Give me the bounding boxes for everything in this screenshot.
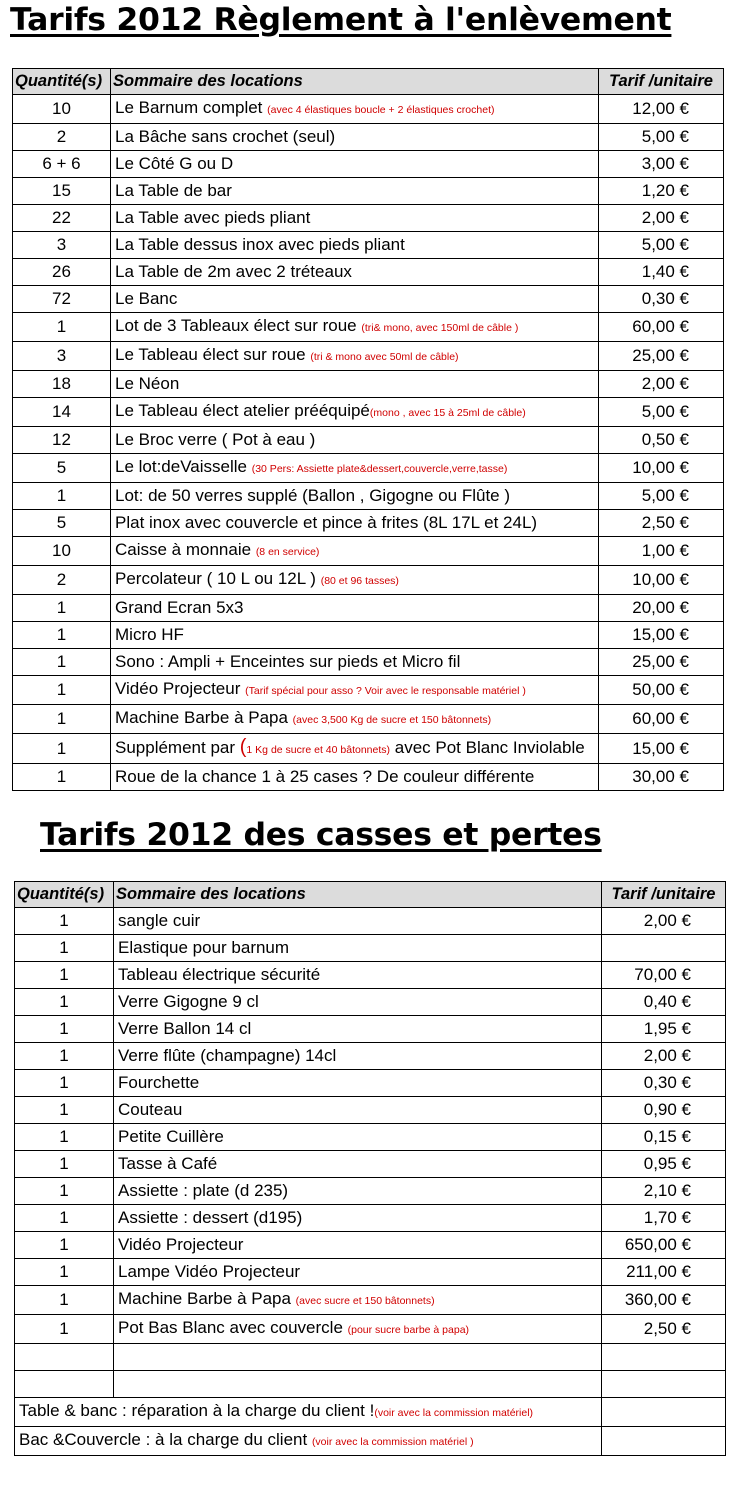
description-cell (114, 1097, 602, 1124)
description-text: La Bâche sans crochet (seul) (115, 127, 336, 146)
description-text: Le Banc (115, 289, 178, 308)
unit-price-cell: 2,00 € (602, 1043, 726, 1070)
rental-price-table (12, 68, 724, 791)
description-cell (114, 1016, 602, 1043)
description-text: Le Tableau élect sur roue (115, 345, 311, 364)
table-header-row (15, 882, 726, 908)
description-cell (111, 124, 599, 151)
description-text: Le Broc verre ( Pot à eau ) (115, 430, 316, 449)
quantity-cell: 3 (13, 342, 111, 371)
breakage-loss-table (14, 881, 726, 1456)
description-text: Percolateur ( 10 L ou 12L ) (115, 569, 321, 588)
description-text: Le Côté G ou D (115, 154, 234, 173)
quantity-cell: 1 (15, 1070, 114, 1097)
table-row (15, 962, 726, 989)
table-row (15, 1016, 726, 1043)
description-text: Le Néon (115, 374, 180, 393)
table-row (13, 286, 724, 313)
unit-price-cell: 2,00 € (602, 908, 726, 935)
table-row (15, 1043, 726, 1070)
description-text: sangle cuir (118, 911, 201, 930)
description-cell (114, 1151, 602, 1178)
description-text: Vidéo Projecteur (118, 1235, 244, 1254)
footer-note-remark: (voir avec la commission matériel ) (311, 1436, 474, 1448)
table-row (13, 566, 724, 595)
description-text: Tableau électrique sécurité (118, 965, 321, 984)
description-cell (114, 1232, 602, 1259)
note-paren: ( (239, 736, 247, 758)
table-row (13, 124, 724, 151)
header-description: Sommaire des locations (111, 69, 599, 95)
description-text: Elastique pour barnum (118, 938, 290, 957)
unit-price-cell: 0,40 € (602, 989, 726, 1016)
description-text: Tasse à Café (118, 1154, 218, 1173)
table-row (15, 1178, 726, 1205)
description-cell (111, 734, 599, 764)
description-cell (114, 962, 602, 989)
table-row (13, 398, 724, 427)
description-text: Supplément par (115, 738, 240, 757)
table-row (15, 1259, 726, 1286)
description-text: Caisse à monnaie (115, 540, 256, 559)
unit-price-cell: 3,00 € (599, 151, 724, 178)
footer-note-text: Table & banc : réparation à la charge du client ! (19, 1401, 375, 1420)
unit-price-cell: 10,00 € (599, 454, 724, 483)
unit-price-cell: 15,00 € (599, 622, 724, 649)
description-cell (111, 151, 599, 178)
unit-price-cell: 650,00 € (602, 1232, 726, 1259)
quantity-cell: 2 (13, 124, 111, 151)
quantity-cell: 1 (15, 989, 114, 1016)
table-row (15, 1151, 726, 1178)
description-cell (111, 371, 599, 398)
description-note: (Tarif spécial pour asso ? Voir avec le responsable matériel ) (245, 685, 526, 697)
unit-price-cell: 70,00 € (602, 962, 726, 989)
description-text: Verre Ballon 14 cl (118, 1019, 252, 1038)
quantity-cell: 12 (13, 427, 111, 454)
description-note: (avec 4 élastiques boucle + 2 élastiques crochet) (267, 104, 495, 116)
description-text: Vidéo Projecteur (115, 679, 246, 698)
empty-cell (15, 1344, 114, 1371)
table-row (15, 935, 726, 962)
description-note: (tri& mono, avec 150ml de câble ) (361, 322, 519, 334)
quantity-cell: 1 (15, 1178, 114, 1205)
table-row (13, 313, 724, 342)
quantity-cell: 1 (15, 908, 114, 935)
unit-price-cell: 5,00 € (599, 398, 724, 427)
empty-cell (602, 1371, 726, 1398)
empty-cell (114, 1371, 602, 1398)
unit-price-cell: 2,00 € (599, 371, 724, 398)
description-text: La Table dessus inox avec pieds pliant (115, 235, 405, 254)
table-row (13, 622, 724, 649)
description-cell (111, 649, 599, 676)
table-row (13, 232, 724, 259)
quantity-cell: 10 (13, 537, 111, 566)
footer-note-row (15, 1398, 726, 1427)
unit-price-cell: 60,00 € (599, 705, 724, 734)
description-cell (111, 483, 599, 510)
table-row (13, 371, 724, 398)
footer-note-cell (15, 1427, 602, 1456)
description-cell (114, 1043, 602, 1070)
unit-price-cell: 15,00 € (599, 734, 724, 764)
unit-price-cell: 1,70 € (602, 1205, 726, 1232)
unit-price-cell: 1,20 € (599, 178, 724, 205)
description-cell (114, 908, 602, 935)
quantity-cell: 2 (13, 566, 111, 595)
description-cell (111, 510, 599, 537)
footer-note-remark: (voir avec la commission matériel) (374, 1407, 534, 1419)
description-text: La Table de bar (115, 181, 232, 200)
table-row (13, 259, 724, 286)
unit-price-cell: 0,30 € (602, 1070, 726, 1097)
description-text: Machine Barbe à Papa (115, 708, 293, 727)
description-cell (114, 1259, 602, 1286)
quantity-cell: 1 (13, 734, 111, 764)
unit-price-cell: 12,00 € (599, 95, 724, 124)
description-text: Assiette : plate (d 235) (118, 1181, 289, 1200)
unit-price-cell: 60,00 € (599, 313, 724, 342)
table-row (13, 454, 724, 483)
description-text: Grand Ecran 5x3 (115, 598, 244, 617)
quantity-cell: 22 (13, 205, 111, 232)
quantity-cell: 1 (13, 483, 111, 510)
description-note: (tri & mono avec 50ml de câble) (310, 351, 459, 363)
description-note: (30 Pers: Assiette plate&dessert,couvercle,verre,tasse) (251, 463, 508, 475)
description-cell (114, 1070, 602, 1097)
quantity-cell: 72 (13, 286, 111, 313)
footer-note-row (15, 1427, 726, 1456)
quantity-cell: 1 (15, 1016, 114, 1043)
quantity-cell: 1 (15, 1151, 114, 1178)
empty-row (15, 1371, 726, 1398)
empty-cell (602, 1427, 726, 1456)
description-cell (111, 205, 599, 232)
table-row (15, 1205, 726, 1232)
table-row (15, 1315, 726, 1344)
quantity-cell: 14 (13, 398, 111, 427)
quantity-cell: 1 (13, 705, 111, 734)
quantity-cell: 1 (15, 935, 114, 962)
unit-price-cell: 1,00 € (599, 537, 724, 566)
description-cell (114, 989, 602, 1016)
unit-price-cell: 2,10 € (602, 1178, 726, 1205)
table-row (15, 1097, 726, 1124)
quantity-cell: 1 (15, 1124, 114, 1151)
description-note: 1 Kg de sucre et 40 bâtonnets (246, 744, 387, 756)
description-text: Pot Bas Blanc avec couvercle (118, 1318, 348, 1337)
unit-price-cell: 2,50 € (602, 1315, 726, 1344)
description-text: Le lot:deVaisselle (115, 457, 252, 476)
description-note: (pour sucre barbe à papa) (347, 1324, 470, 1336)
header-description: Sommaire des locations (114, 882, 602, 908)
unit-price-cell: 5,00 € (599, 483, 724, 510)
unit-price-cell (602, 935, 726, 962)
description-note: (80 et 96 tasses) (320, 575, 399, 587)
description-cell (111, 537, 599, 566)
table-row (15, 908, 726, 935)
quantity-cell: 1 (13, 595, 111, 622)
description-cell (111, 398, 599, 427)
footer-note-text: Bac &Couvercle : à la charge du client (19, 1430, 312, 1449)
header-unit-price: Tarif /unitaire (602, 882, 726, 908)
quantity-cell: 1 (15, 1259, 114, 1286)
description-cell (111, 676, 599, 705)
description-cell (111, 595, 599, 622)
section2-title: Tarifs 2012 des casses et pertes (40, 817, 602, 853)
quantity-cell: 1 (13, 313, 111, 342)
description-text: Verre flûte (champagne) 14cl (118, 1046, 337, 1065)
description-text: Verre Gigogne 9 cl (118, 992, 259, 1011)
table-row (13, 342, 724, 371)
unit-price-cell: 0,95 € (602, 1151, 726, 1178)
empty-cell (15, 1371, 114, 1398)
header-unit-price: Tarif /unitaire (599, 69, 724, 95)
note-paren-close: ) (386, 744, 391, 756)
unit-price-cell: 0,90 € (602, 1097, 726, 1124)
description-cell (111, 95, 599, 124)
description-cell (111, 232, 599, 259)
description-cell (114, 1124, 602, 1151)
table-header-row (13, 69, 724, 95)
unit-price-cell: 0,15 € (602, 1124, 726, 1151)
unit-price-cell: 0,50 € (599, 427, 724, 454)
quantity-cell: 5 (13, 510, 111, 537)
quantity-cell: 5 (13, 454, 111, 483)
quantity-cell: 1 (15, 1097, 114, 1124)
quantity-cell: 18 (13, 371, 111, 398)
unit-price-cell: 1,40 € (599, 259, 724, 286)
table-row (13, 427, 724, 454)
table-row (13, 510, 724, 537)
description-cell (111, 259, 599, 286)
description-text: Roue de la chance 1 à 25 cases ? De couleur différente (115, 767, 535, 786)
quantity-cell: 10 (13, 95, 111, 124)
header-quantity: Quantité(s) (15, 882, 114, 908)
unit-price-cell: 25,00 € (599, 649, 724, 676)
description-cell (111, 427, 599, 454)
table-row (15, 1124, 726, 1151)
description-text: Le Barnum complet (115, 98, 268, 117)
quantity-cell: 1 (15, 962, 114, 989)
quantity-cell: 1 (13, 649, 111, 676)
table-row (13, 764, 724, 791)
quantity-cell: 1 (15, 1286, 114, 1315)
table-row (13, 178, 724, 205)
unit-price-cell: 360,00 € (602, 1286, 726, 1315)
description-cell (114, 935, 602, 962)
table-row (13, 734, 724, 764)
header-quantity: Quantité(s) (13, 69, 111, 95)
unit-price-cell: 0,30 € (599, 286, 724, 313)
quantity-cell: 15 (13, 178, 111, 205)
unit-price-cell: 30,00 € (599, 764, 724, 791)
description-note: (8 en service) (255, 546, 320, 558)
description-cell (111, 566, 599, 595)
description-cell (114, 1286, 602, 1315)
quantity-cell: 1 (13, 764, 111, 791)
table-row (13, 705, 724, 734)
description-note: (mono , avec 15 à 25ml de câble) (369, 407, 526, 419)
description-text: Le Tableau élect atelier prééquipé (115, 401, 370, 420)
quantity-cell: 3 (13, 232, 111, 259)
description-text: La Table avec pieds pliant (115, 208, 311, 227)
quantity-cell: 1 (15, 1315, 114, 1344)
table-row (13, 537, 724, 566)
unit-price-cell: 10,00 € (599, 566, 724, 595)
table-row (13, 595, 724, 622)
table-row (13, 649, 724, 676)
description-text-after: avec Pot Blanc Inviolable (390, 738, 585, 757)
table-row (15, 1232, 726, 1259)
quantity-cell: 1 (15, 1043, 114, 1070)
description-note: (avec 3,500 Kg de sucre et 150 bâtonnets) (292, 714, 492, 726)
description-cell (111, 764, 599, 791)
quantity-cell: 26 (13, 259, 111, 286)
empty-cell (602, 1344, 726, 1371)
table-row (15, 1286, 726, 1315)
unit-price-cell: 25,00 € (599, 342, 724, 371)
description-text: Fourchette (118, 1073, 200, 1092)
unit-price-cell: 50,00 € (599, 676, 724, 705)
description-text: Micro HF (115, 625, 184, 644)
description-cell (114, 1178, 602, 1205)
description-text: Plat inox avec couvercle et pince à frites (8L 17L et 24L) (115, 513, 538, 532)
table-row (13, 95, 724, 124)
section1-title: Tarifs 2012 Règlement à l'enlèvement (10, 2, 672, 38)
description-note: (avec sucre et 150 bâtonnets) (295, 1295, 435, 1307)
description-cell (114, 1315, 602, 1344)
unit-price-cell: 20,00 € (599, 595, 724, 622)
unit-price-cell: 2,00 € (599, 205, 724, 232)
unit-price-cell: 1,95 € (602, 1016, 726, 1043)
quantity-cell: 6 + 6 (13, 151, 111, 178)
description-text: Lampe Vidéo Projecteur (118, 1262, 301, 1281)
footer-note-cell (15, 1398, 602, 1427)
description-text: La Table de 2m avec 2 tréteaux (115, 262, 352, 281)
description-text: Petite Cuillère (118, 1127, 224, 1146)
description-text: Lot de 3 Tableaux élect sur roue (115, 316, 362, 335)
quantity-cell: 1 (13, 676, 111, 705)
empty-cell (114, 1344, 602, 1371)
quantity-cell: 1 (15, 1232, 114, 1259)
unit-price-cell: 2,50 € (599, 510, 724, 537)
description-cell (111, 705, 599, 734)
table-row (13, 676, 724, 705)
description-text: Sono : Ampli + Enceintes sur pieds et Micro fil (115, 652, 461, 671)
description-text: Machine Barbe à Papa (118, 1289, 296, 1308)
table-row (15, 1070, 726, 1097)
unit-price-cell: 211,00 € (602, 1259, 726, 1286)
table-row (13, 483, 724, 510)
table-row (13, 151, 724, 178)
quantity-cell: 1 (15, 1205, 114, 1232)
description-cell (111, 622, 599, 649)
description-cell (111, 454, 599, 483)
description-text: Couteau (118, 1100, 183, 1119)
table-row (13, 205, 724, 232)
unit-price-cell: 5,00 € (599, 232, 724, 259)
table-row (15, 989, 726, 1016)
unit-price-cell: 5,00 € (599, 124, 724, 151)
quantity-cell: 1 (13, 622, 111, 649)
description-text: Assiette : dessert (d195) (118, 1208, 303, 1227)
description-cell (111, 342, 599, 371)
empty-cell (602, 1398, 726, 1427)
empty-row (15, 1344, 726, 1371)
description-cell (111, 286, 599, 313)
description-cell (114, 1205, 602, 1232)
description-cell (111, 313, 599, 342)
description-cell (111, 178, 599, 205)
description-text: Lot: de 50 verres supplé (Ballon , Gigogne ou Flûte ) (115, 486, 511, 505)
